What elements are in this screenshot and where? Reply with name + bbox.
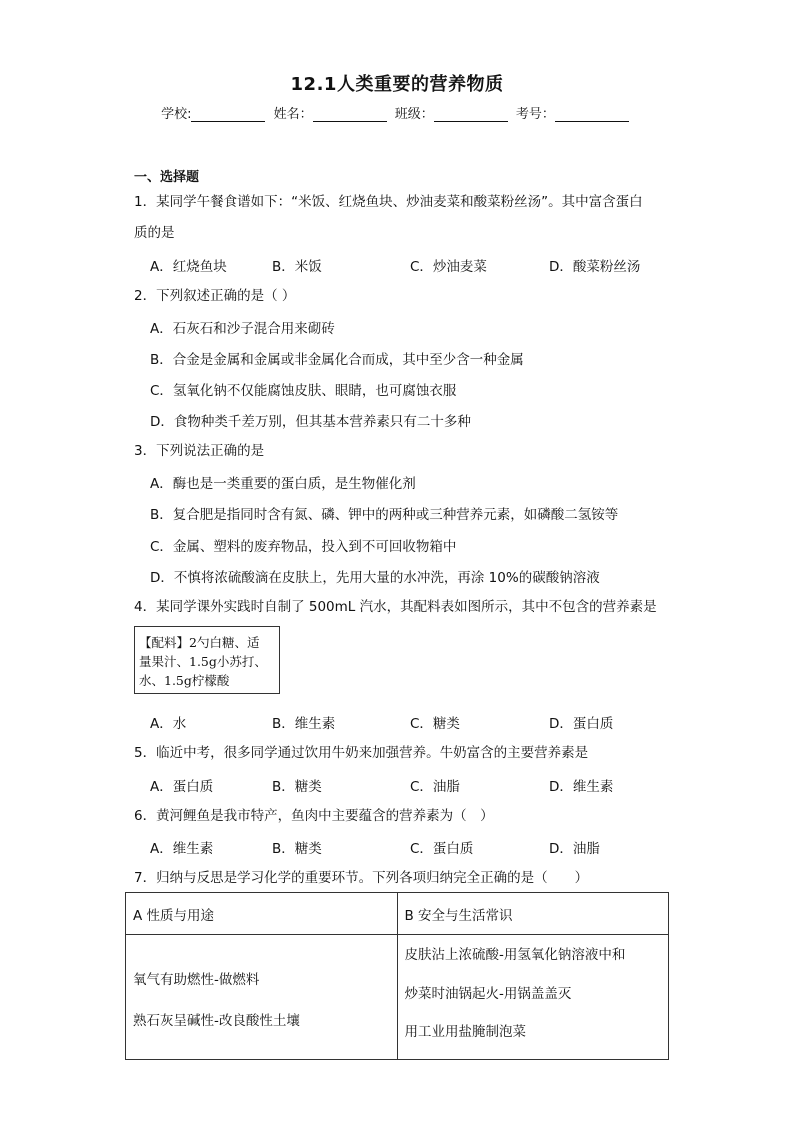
table-a-line-1: 氧气有助燃性-做燃料 bbox=[133, 971, 260, 988]
question-3-option-a[interactable]: A．酶也是一类重要的蛋白质，是生物催化剂 bbox=[150, 476, 416, 492]
recipe-line-3: 水、1.5g柠檬酸 bbox=[139, 673, 230, 688]
question-3-option-c[interactable]: C．金属、塑料的废弃物品，投入到不可回收物箱中 bbox=[150, 539, 457, 555]
question-5-option-c[interactable]: C．油脂 bbox=[410, 779, 460, 795]
table-cell-a bbox=[126, 935, 398, 1060]
question-2-stem: 2．下列叙述正确的是（ ） bbox=[134, 288, 296, 304]
question-2-option-a[interactable]: A．石灰石和沙子混合用来砌砖 bbox=[150, 321, 335, 337]
class-label: 班级： bbox=[394, 107, 434, 122]
name-label: 姓名： bbox=[273, 107, 313, 122]
table-header-a: A 性质与用途 bbox=[126, 893, 398, 935]
question-1-stem-line1: 1．某同学午餐食谱如下：“米饭、红烧鱼块、炒油麦菜和酸菜粉丝汤”。其中富含蛋白 bbox=[134, 194, 643, 210]
number-blank[interactable] bbox=[555, 107, 629, 122]
school-blank[interactable] bbox=[191, 107, 265, 122]
question-1-option-c[interactable]: C．炒油麦菜 bbox=[410, 259, 487, 275]
table-a-line-2: 熟石灰呈碱性-改良酸性土壤 bbox=[133, 1012, 300, 1029]
question-2-option-b[interactable]: B．合金是金属和金属或非金属化合而成，其中至少含一种金属 bbox=[150, 352, 524, 368]
question-6-option-c[interactable]: C．蛋白质 bbox=[410, 841, 474, 857]
question-6-option-d[interactable]: D．油脂 bbox=[549, 841, 600, 857]
question-6-option-a[interactable]: A．维生素 bbox=[150, 841, 214, 857]
table-b-line-1: 皮肤沾上浓硫酸-用氢氧化钠溶液中和 bbox=[404, 947, 626, 963]
question-5-option-a[interactable]: A．蛋白质 bbox=[150, 779, 214, 795]
section-title: 一、选择题 bbox=[134, 170, 200, 185]
question-6-stem: 6．黄河鲤鱼是我市特产，鱼肉中主要蕴含的营养素为（ ） bbox=[134, 808, 494, 824]
question-2-option-c[interactable]: C．氢氧化钠不仅能腐蚀皮肤、眼睛，也可腐蚀衣服 bbox=[150, 383, 457, 399]
student-info-line bbox=[0, 103, 794, 122]
question-7-table bbox=[125, 892, 669, 1060]
question-4-option-c[interactable]: C．糖类 bbox=[410, 716, 460, 732]
name-blank[interactable] bbox=[313, 107, 387, 122]
question-7-stem: 7．归纳与反思是学习化学的重要环节。下列各项归纳完全正确的是（ ） bbox=[134, 870, 589, 886]
table-b-line-3: 用工业用盐腌制泡菜 bbox=[404, 1024, 526, 1040]
question-5-stem: 5．临近中考，很多同学通过饮用牛奶来加强营养。牛奶富含的主要营养素是 bbox=[134, 745, 589, 761]
question-3-option-d[interactable]: D．不慎将浓硫酸滴在皮肤上，先用大量的水冲洗，再涂 10%的碳酸钠溶液 bbox=[150, 570, 600, 586]
question-4-option-a[interactable]: A．水 bbox=[150, 716, 187, 732]
number-label: 考号： bbox=[515, 107, 555, 122]
question-4-option-d[interactable]: D．蛋白质 bbox=[549, 716, 614, 732]
question-6-option-b[interactable]: B．糖类 bbox=[272, 841, 322, 857]
question-5-option-d[interactable]: D．维生素 bbox=[549, 779, 614, 795]
table-cell-b bbox=[397, 935, 669, 1060]
question-2-option-d[interactable]: D．食物种类千差万别，但其基本营养素只有二十多种 bbox=[150, 414, 471, 430]
recipe-line-2: 量果汁、1.5g小苏打、 bbox=[139, 654, 267, 669]
question-1-option-b[interactable]: B．米饭 bbox=[272, 259, 322, 275]
question-3-option-b[interactable]: B．复合肥是指同时含有氮、磷、钾中的两种或三种营养元素，如磷酸二氢铵等 bbox=[150, 507, 619, 523]
question-4-option-b[interactable]: B．维生素 bbox=[272, 716, 336, 732]
question-1-option-a[interactable]: A．红烧鱼块 bbox=[150, 259, 227, 275]
school-label: 学校: bbox=[161, 107, 192, 122]
question-5-option-b[interactable]: B．糖类 bbox=[272, 779, 322, 795]
table-b-line-2: 炒菜时油锅起火-用锅盖盖灭 bbox=[404, 986, 572, 1002]
question-1-option-d[interactable]: D．酸菜粉丝汤 bbox=[549, 259, 641, 275]
recipe-line-1: 【配料】2勺白糖、适 bbox=[139, 635, 260, 650]
question-4-stem: 4．某同学课外实践时自制了 500mL 汽水，其配料表如图所示，其中不包含的营养素是 bbox=[134, 599, 657, 615]
class-blank[interactable] bbox=[434, 107, 508, 122]
question-1-stem-line2: 质的是 bbox=[134, 225, 175, 241]
table-header-b: B 安全与生活常识 bbox=[397, 893, 669, 935]
recipe-box bbox=[134, 626, 280, 694]
question-3-stem: 3．下列说法正确的是 bbox=[134, 443, 265, 459]
page-title: 12.1人类重要的营养物质 bbox=[290, 74, 504, 95]
